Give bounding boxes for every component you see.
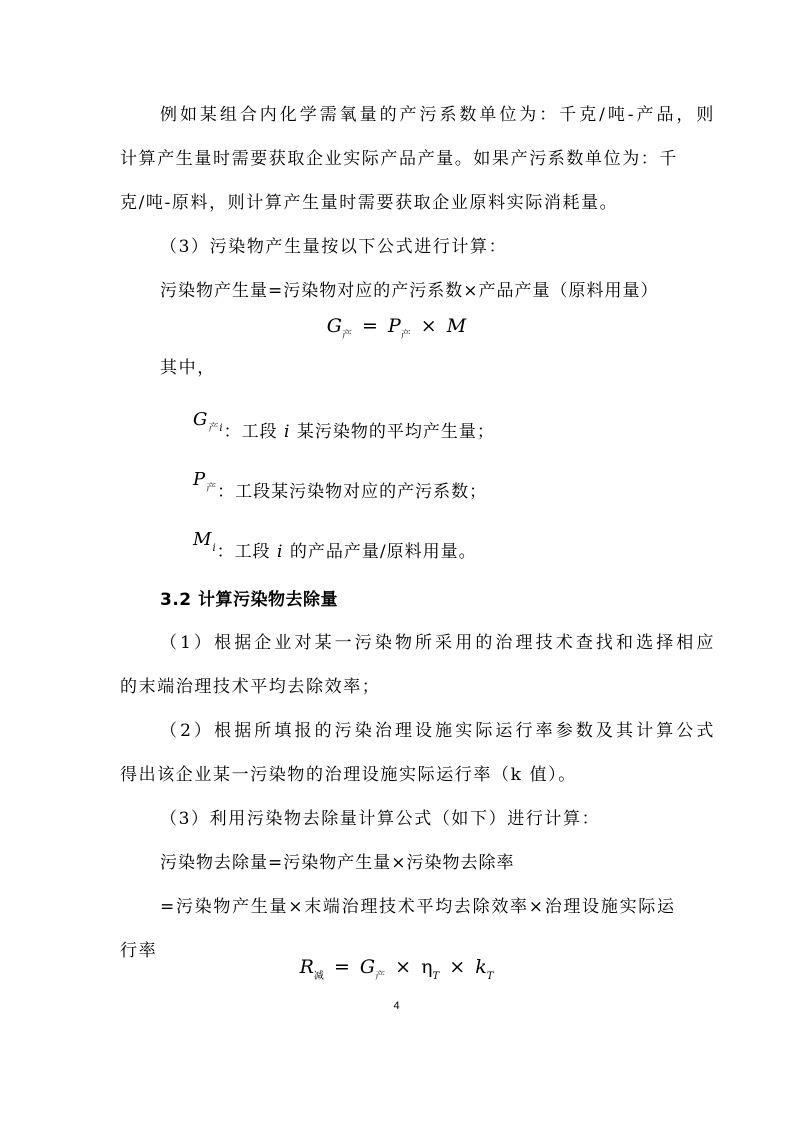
formula-symbol: P [387, 315, 401, 337]
formula-operator: = [333, 956, 350, 978]
paragraph-line: 计算产生量时需要获取企业实际产品产量。如果产污系数单位为：千 [120, 149, 678, 169]
definition-m: $M_i$：工段 i 的产品产量/原料用量。 [193, 529, 477, 562]
formula-removal [0, 953, 793, 991]
page-number: 4 [393, 1000, 400, 1012]
formula-operator: × [395, 956, 412, 978]
formula-subscript: 产 [341, 330, 352, 341]
paragraph-line: 克/吨-原料，则计算产生量时需要获取企业原料实际消耗量。 [120, 193, 619, 213]
definition-g: $G_{产i}$：工段 i 某污染物的平均产生量； [193, 409, 495, 442]
paragraph-line: =污染物产生量×末端治理技术平均去除效率×治理设施实际运 [160, 897, 675, 917]
definition-symbol: $P_产$ [193, 469, 218, 494]
formula-symbol: M [446, 315, 467, 337]
paragraph-line: （2）根据所填报的污染治理设施实际运行率参数及其计算公式 [160, 721, 715, 741]
definition-text: ：工段某污染物对应的产污系数； [217, 482, 488, 502]
definition-symbol: $G_{产i}$ [193, 409, 224, 434]
definition-text: ：工段 [223, 422, 284, 442]
formula-subscript: T [486, 971, 494, 982]
definition-symbol: $M_i$ [193, 529, 217, 554]
paragraph-line: 其中， [160, 358, 216, 378]
formula-operator: × [420, 315, 437, 337]
formula-operator: = [361, 315, 378, 337]
formula-generation [0, 312, 793, 350]
formula-symbol: R [299, 956, 314, 978]
formula-symbol: η [421, 956, 433, 978]
paragraph-line: （1）根据企业对某一污染物所采用的治理技术查找和选择相应 [160, 633, 715, 653]
formula-operator: × [449, 956, 466, 978]
paragraph-line: （3）污染物产生量按以下公式进行计算： [160, 237, 508, 257]
formula-subscript: 产 [400, 330, 411, 341]
formula-symbol: G [326, 315, 342, 337]
paragraph-line: 得出该企业某一污染物的治理设施实际运行率（k 值）。 [120, 765, 577, 785]
definition-p [193, 469, 488, 513]
formula-subscript: 减 [313, 971, 324, 982]
paragraph-line: 污染物产生量=污染物对应的产污系数×产品产量（原料用量） [160, 281, 659, 301]
formula-symbol: G [359, 956, 376, 978]
paragraph-line: 行率 [120, 941, 158, 961]
definition-text: ：工段 [216, 542, 278, 562]
formula-symbol: k [475, 956, 487, 978]
paragraph-line: 例如某组合内化学需氧量的产污系数单位为：千克/吨-产品，则 [160, 105, 715, 125]
paragraph-line: （3）利用污染物去除量计算公式（如下）进行计算： [160, 809, 601, 829]
formula-subscript: 产 [375, 971, 386, 982]
section-heading: 3.2 计算污染物去除量 [160, 590, 339, 610]
paragraph-line: 的末端治理技术平均去除效率； [120, 677, 381, 697]
paragraph-line: 污染物去除量=污染物产生量×污染物去除率 [160, 853, 515, 873]
formula-subscript: T [432, 971, 440, 982]
